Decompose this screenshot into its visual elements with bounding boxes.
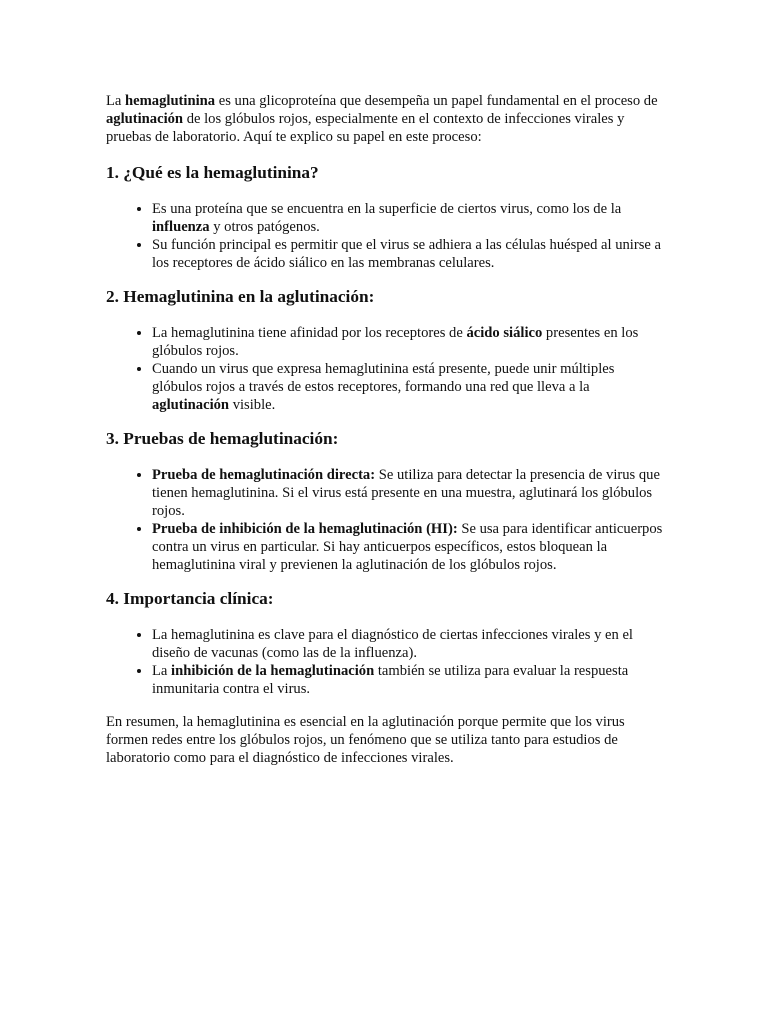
item-text: Su función principal es permitir que el virus se adhiera a las células huésped al unirse a los receptores de ácido siálico en las membranas celulares. (152, 237, 661, 271)
section-tests (106, 429, 666, 574)
item-text: Se utiliza para detectar la presencia de virus que tienen hemaglutinina. Si el virus está presente en una muestra, aglutinará los glóbulos rojos. (152, 467, 660, 519)
item-bold-term: Prueba de hemaglutinación directa: (152, 467, 376, 483)
list-item (152, 236, 666, 272)
item-text: Es una proteína que se encuentra en la superficie de ciertos virus, como los de la (152, 201, 622, 217)
item-bold-term: ácido siálico (466, 325, 543, 341)
section-what-is (106, 163, 666, 272)
intro-bold-term: aglutinación (106, 111, 184, 127)
bullet-list (106, 200, 666, 272)
list-item (152, 324, 666, 360)
intro-text: La (106, 93, 126, 109)
document-page (106, 92, 666, 767)
section-heading: 1. ¿Qué es la hemaglutinina? (106, 163, 319, 182)
section-heading: 3. Pruebas de hemaglutinación: (106, 429, 339, 448)
item-bold-term: aglutinación (152, 397, 230, 413)
item-text: La (152, 663, 172, 679)
bullet-list (106, 324, 666, 414)
item-text: también se utiliza para evaluar la respuesta inmunitaria contra el virus. (152, 663, 629, 697)
list-item (152, 626, 666, 662)
intro-bold-term: hemaglutinina (125, 93, 216, 109)
section-clinical (106, 589, 666, 698)
list-item (152, 520, 666, 574)
summary-paragraph: En resumen, la hemaglutinina es esencial en la aglutinación porque permite que los virus formen redes entre los glóbulos rojos, un fenómeno que se utiliza tanto para estudios de laboratorio como para el diagnóstico de infecciones virales. (106, 714, 625, 766)
list-item (152, 662, 666, 698)
item-text: Cuando un virus que expresa hemaglutinina está presente, puede unir múltiples glóbulos rojos a través de estos receptores, formando una red que lleva a la (152, 361, 615, 395)
item-text: La hemaglutinina tiene afinidad por los receptores de (152, 325, 467, 341)
list-item (152, 200, 666, 236)
item-bold-term: Prueba de inhibición de la hemaglutinación (HI): (152, 521, 458, 537)
intro-paragraph (106, 92, 666, 146)
intro-text: de los glóbulos rojos, especialmente en el contexto de infecciones virales y pruebas de laboratorio. Aquí te explico su papel en este proceso: (106, 111, 625, 145)
item-text: y otros patógenos. (209, 219, 320, 235)
item-bold-term: influenza (152, 219, 210, 235)
item-bold-term: inhibición de la hemaglutinación (171, 663, 375, 679)
section-heading: 2. Hemaglutinina en la aglutinación: (106, 287, 375, 306)
intro-text: es una glicoproteína que desempeña un papel fundamental en el proceso de (215, 93, 658, 109)
list-item (152, 360, 666, 414)
bullet-list (106, 466, 666, 574)
section-heading: 4. Importancia clínica: (106, 589, 274, 608)
list-item (152, 466, 666, 520)
bullet-list (106, 626, 666, 698)
section-agglutination (106, 287, 666, 414)
item-text: Se usa para identificar anticuerpos contra un virus en particular. Si hay anticuerpos específicos, estos bloquean la hemaglutinina viral y previenen la aglutinación de los glóbulos rojos. (152, 521, 663, 573)
item-text: presentes en los glóbulos rojos. (152, 325, 639, 359)
item-text: visible. (229, 397, 276, 413)
item-text: La hemaglutinina es clave para el diagnóstico de ciertas infecciones virales y en el diseño de vacunas (como las de la influenza). (152, 627, 633, 661)
